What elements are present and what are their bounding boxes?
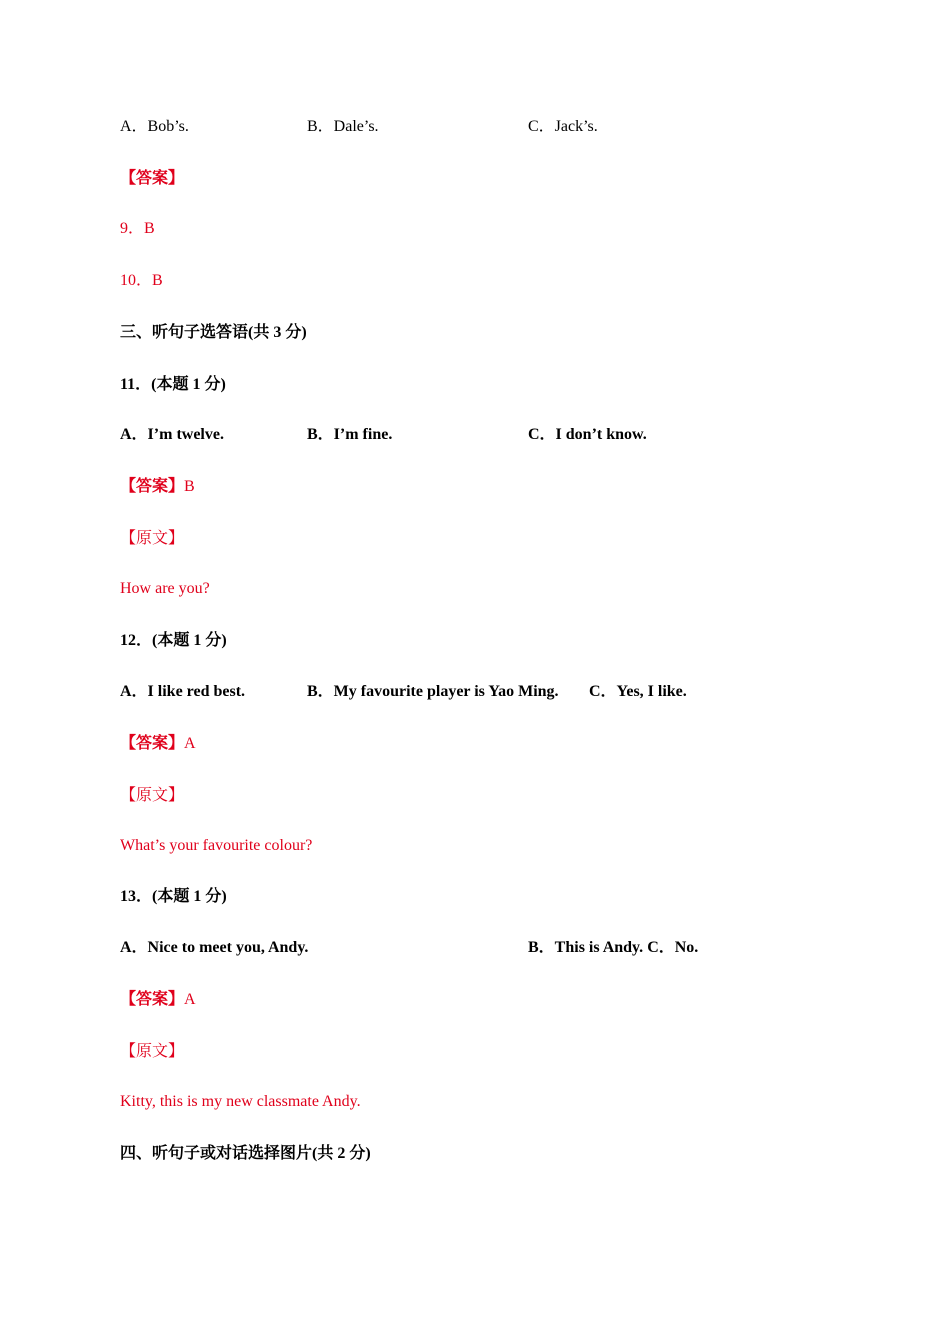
q13-option-b-c	[528, 938, 698, 958]
question-12-title: 12．(本题 1 分)	[120, 632, 227, 649]
q11-answer-value: B	[184, 478, 195, 495]
option-a: A．Bob’s.	[120, 118, 189, 135]
q11-answer	[120, 477, 195, 497]
q13-option-a: A．Nice to meet you, Andy.	[120, 939, 309, 956]
question-11-title: 11．(本题 1 分)	[120, 376, 226, 393]
q13-answer-label: 【答案】	[120, 991, 185, 1008]
q12-answer-value: A	[184, 735, 196, 752]
answer-label: 【答案】	[120, 170, 185, 187]
q13-answer	[120, 990, 196, 1010]
q13-option-b: B．This is Andy.	[528, 939, 644, 956]
q12-option-b: B．My favourite player is Yao Ming.	[307, 683, 559, 700]
q11-source-label: 【原文】	[120, 530, 185, 547]
option-c: C．Jack’s.	[528, 118, 598, 135]
q12-source-text: What’s your favourite colour?	[120, 837, 313, 854]
q12-option-c: C．Yes, I like.	[589, 683, 687, 700]
q11-option-b: B．I’m fine.	[307, 426, 393, 443]
q12-source-label: 【原文】	[120, 787, 185, 804]
answer-9: 9．B	[120, 220, 155, 237]
q11-option-c: C．I don’t know.	[528, 426, 647, 443]
q13-source-label: 【原文】	[120, 1043, 185, 1060]
answer-10: 10．B	[120, 272, 163, 289]
q12-option-a: A．I like red best.	[120, 683, 246, 700]
question-13-title: 13．(本题 1 分)	[120, 888, 227, 905]
q12-answer	[120, 734, 196, 754]
q13-answer-value: A	[184, 991, 196, 1008]
q13-option-c: C．No.	[647, 939, 699, 956]
section-3-title: 三、听句子选答语(共 3 分)	[120, 324, 307, 341]
q11-option-a: A．I’m twelve.	[120, 426, 224, 443]
q11-source-text: How are you?	[120, 580, 210, 597]
section-4-title: 四、听句子或对话选择图片(共 2 分)	[120, 1145, 371, 1162]
q13-source-text: Kitty, this is my new classmate Andy.	[120, 1093, 361, 1110]
q11-answer-label: 【答案】	[120, 478, 185, 495]
q12-answer-label: 【答案】	[120, 735, 185, 752]
option-b: B．Dale’s.	[307, 118, 379, 135]
